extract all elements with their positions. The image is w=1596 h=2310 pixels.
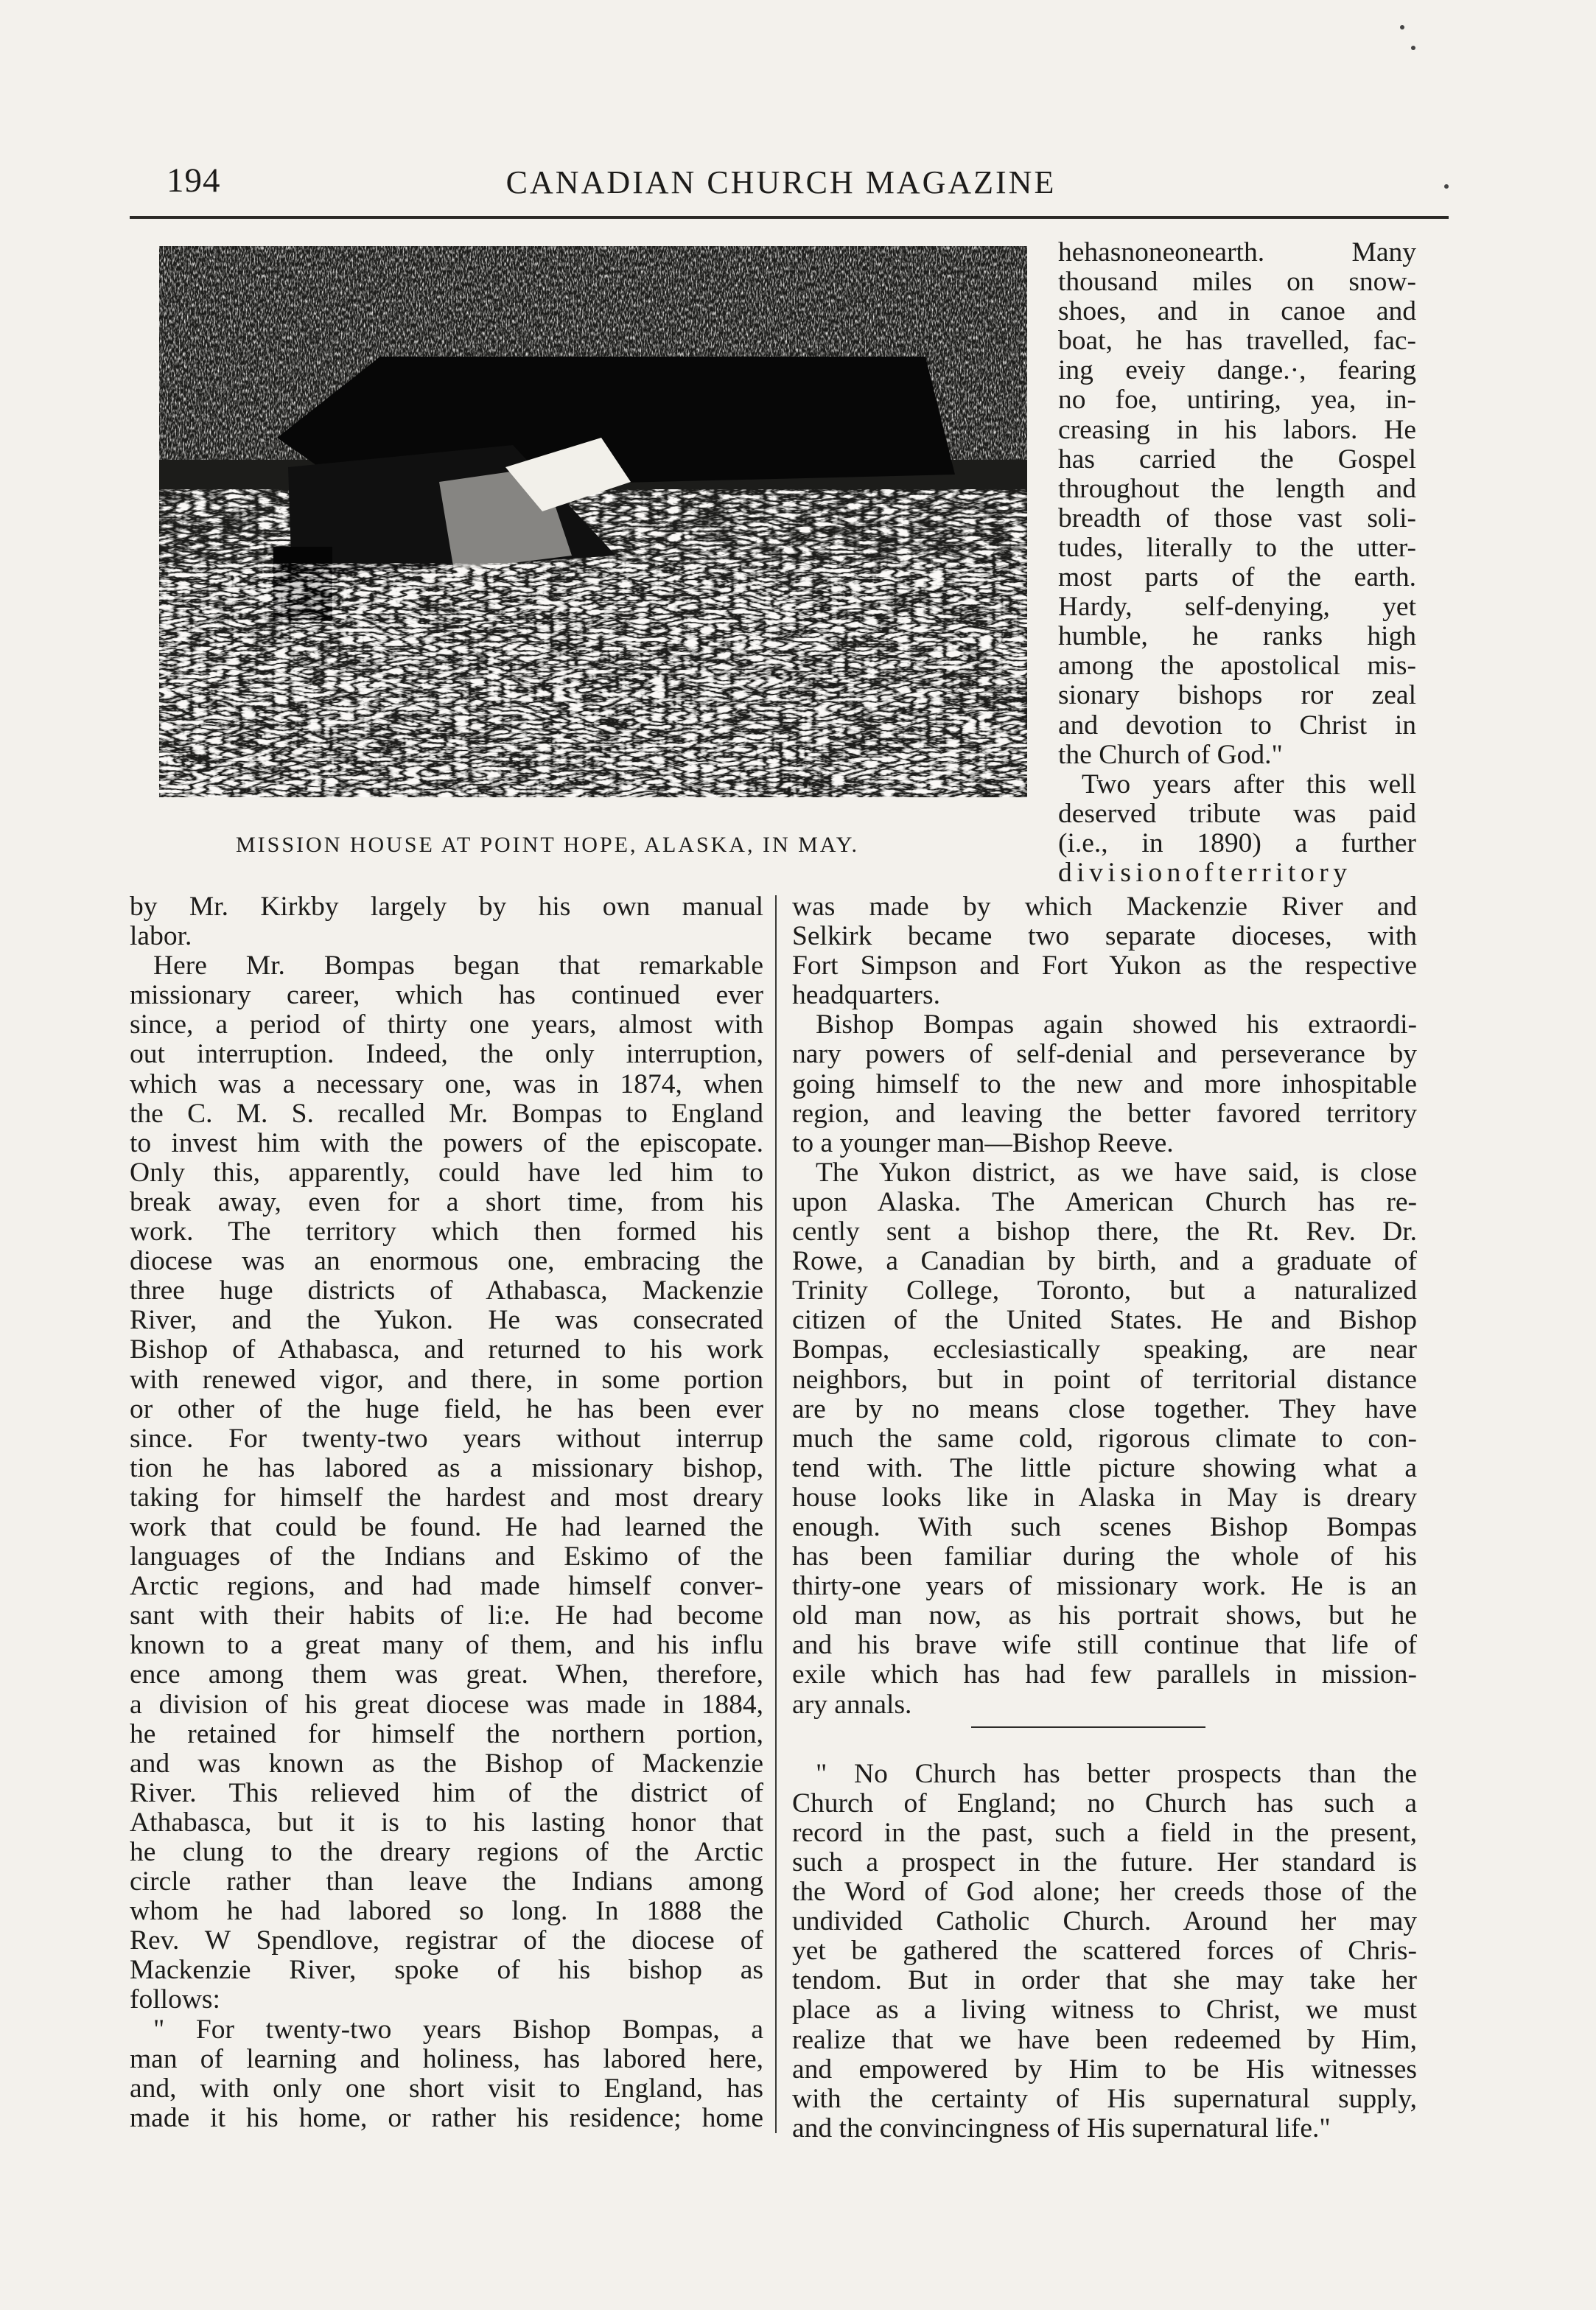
text-line: a division of his great diocese was made in 1884,	[130, 1689, 763, 1720]
text-line: made it his home, or rather his residence; home	[130, 2102, 763, 2133]
text-line: the C. M. S. recalled Mr. Bompas to England	[130, 1098, 763, 1129]
text-line	[792, 1720, 1417, 1749]
text-line: to a younger man—Bishop Reeve.	[792, 1127, 1174, 1158]
text-line: throughout the length and	[1058, 473, 1416, 504]
text-line: old man now, as his portrait shows, but he	[792, 1600, 1417, 1631]
text-line: Bishop Bompas again showed his extraordi-	[816, 1009, 1417, 1040]
text-line: with the certainty of His supernatural supply,	[792, 2083, 1417, 2114]
text-line: the Word of God alone; her creeds those of the	[792, 1877, 1417, 1908]
text-line: exile which has had few parallels in mission-	[792, 1659, 1417, 1690]
text-line: tion he has labored as a missionary bishop,	[130, 1452, 763, 1483]
text-line: enough. With such scenes Bishop Bompas	[792, 1511, 1417, 1542]
text-line: man of learning and holiness, has labored here,	[130, 2043, 763, 2074]
text-line: neighbors, but in point of territorial distance	[792, 1364, 1417, 1395]
text-line: going himself to the new and more inhospitable	[792, 1068, 1417, 1099]
text-line: Athabasca, but it is to his lasting honor that	[130, 1807, 763, 1838]
article-column-right	[792, 892, 1417, 2143]
text-line: Fort Simpson and Fort Yukon as the respective	[792, 951, 1417, 981]
text-line: or other of the huge field, he has been ever	[130, 1393, 763, 1424]
text-line: The Yukon district, as we have said, is close	[816, 1157, 1417, 1188]
text-line: with renewed vigor, and there, in some portion	[130, 1364, 763, 1395]
column-divider	[775, 895, 777, 2133]
text-line: such a prospect in the future. Her standard is	[792, 1847, 1417, 1877]
text-line: much the same cold, rigorous climate to con-	[792, 1423, 1417, 1454]
text-line: since, a period of thirty one years, almost with	[130, 1009, 763, 1040]
print-speck	[1400, 25, 1404, 29]
text-line: follows:	[130, 1984, 220, 2015]
text-line: yet be gathered the scattered forces of Chris-	[792, 1936, 1417, 1967]
text-line: boat, he has travelled, fac-	[1058, 326, 1416, 357]
text-line: humble, he ranks high	[1058, 621, 1416, 652]
text-line: was made by which Mackenzie River and	[792, 892, 1417, 922]
text-line: breadth of those vast soli-	[1058, 503, 1416, 533]
text-line: Here Mr. Bompas began that remarkable	[153, 951, 763, 981]
text-line: tudes, literally to the utter-	[1058, 532, 1416, 563]
print-speck	[1444, 184, 1449, 189]
text-line: out interruption. Indeed, the only interruption,	[130, 1039, 763, 1070]
running-title: CANADIAN CHURCH MAGAZINE	[505, 164, 1057, 200]
text-line: languages of the Indians and Eskimo of the	[130, 1541, 763, 1572]
text-line: upon Alaska. The American Church has re-	[792, 1186, 1417, 1217]
text-line: to invest him with the powers of the episcopate.	[130, 1127, 763, 1158]
text-line: tend with. The little picture showing what a	[792, 1452, 1417, 1483]
text-line: taking for himself the hardest and most dreary	[130, 1482, 763, 1513]
header-rule	[130, 216, 1449, 219]
text-line: Rowe, a Canadian by birth, and a graduate of	[792, 1246, 1417, 1277]
text-line: Mackenzie River, spoke of his bishop as	[130, 1955, 763, 1986]
text-line: ary annals.	[792, 1689, 912, 1720]
text-line: realize that we have been redeemed by Him,	[792, 2024, 1417, 2055]
text-line: Selkirk became two separate dioceses, with	[792, 921, 1417, 952]
text-line: sant with their habits of li:e. He had become	[130, 1600, 763, 1631]
text-line: creasing in his labors. He	[1058, 414, 1416, 445]
text-line: he clung to the dreary regions of the Arctic	[130, 1837, 763, 1867]
text-line: and, with only one short visit to England, has	[130, 2073, 763, 2104]
text-line: Two years after this well	[1082, 769, 1416, 799]
text-line: since. For twenty-two years without interrup	[130, 1423, 763, 1454]
text-line: diocese was an enormous one, embracing the	[130, 1246, 763, 1277]
text-line: River, and the Yukon. He was consecrated	[130, 1305, 763, 1336]
text-line: Arctic regions, and had made himself conver-	[130, 1571, 763, 1602]
text-line: no foe, untiring, yea, in-	[1058, 385, 1416, 416]
text-line: among the apostolical mis-	[1058, 651, 1416, 682]
text-line: three huge districts of Athabasca, Mackenzie	[130, 1275, 763, 1306]
text-line: are by no means close together. They have	[792, 1393, 1417, 1424]
article-column-left	[130, 892, 763, 2133]
text-line: has been familiar during the whole of his	[792, 1541, 1417, 1572]
page-number: 194	[167, 161, 221, 200]
text-line: divisionofterritory	[1058, 857, 1352, 888]
text-line: sionary bishops ror zeal	[1058, 680, 1416, 711]
text-line: ing eveiy dange.·, fearing	[1058, 355, 1416, 386]
text-line: place as a living witness to Christ, we must	[792, 1995, 1417, 2026]
text-line: nary powers of self-denial and perseverance by	[792, 1039, 1417, 1070]
text-line: citizen of the United States. He and Bishop	[792, 1305, 1417, 1336]
text-line: whom he had labored so long. In 1888 the	[130, 1896, 763, 1927]
text-line: thirty-one years of missionary work. He is an	[792, 1571, 1417, 1602]
text-line: he retained for himself the northern portion,	[130, 1718, 763, 1749]
mission-house-engraving	[159, 246, 1027, 797]
text-line: Only this, apparently, could have led him to	[130, 1157, 763, 1188]
text-line: labor.	[130, 921, 192, 952]
text-line: which was a necessary one, was in 1874, when	[130, 1068, 763, 1099]
text-line: Trinity College, Toronto, but a naturalized	[792, 1275, 1417, 1306]
text-line: known to a great many of them, and his influ	[130, 1630, 763, 1661]
text-line: work that could be found. He had learned the	[130, 1511, 763, 1542]
text-line: Bompas, ecclesiastically speaking, are near	[792, 1334, 1417, 1365]
text-line: ence among them was great. When, therefore,	[130, 1659, 763, 1690]
mission-house-photo	[159, 246, 1027, 797]
text-line: region, and leaving the better favored territory	[792, 1098, 1417, 1129]
text-line: break away, even for a short time, from his	[130, 1186, 763, 1217]
text-line: Rev. W Spendlove, registrar of the diocese of	[130, 1925, 763, 1956]
text-line: and the convincingness of His supernatural life."	[792, 2113, 1331, 2143]
text-line: and was known as the Bishop of Mackenzie	[130, 1748, 763, 1779]
text-line: " For twenty-two years Bishop Bompas, a	[153, 2014, 763, 2045]
text-line: cently sent a bishop there, the Rt. Rev. Dr.	[792, 1217, 1417, 1247]
text-line: Church of England; no Church has such a	[792, 1788, 1417, 1819]
text-line: the Church of God."	[1058, 739, 1283, 770]
text-line: by Mr. Kirkby largely by his own manual	[130, 892, 763, 922]
foreground-snow	[159, 563, 1027, 797]
text-line: most parts of the earth.	[1058, 562, 1416, 593]
article-column-top	[1058, 238, 1416, 888]
text-line: Hardy, self-denying, yet	[1058, 592, 1416, 623]
text-line: and devotion to Christ in	[1058, 710, 1416, 741]
text-line: shoes, and in canoe and	[1058, 296, 1416, 327]
text-line: has carried the Gospel	[1058, 444, 1416, 475]
text-line: " No Church has better prospects than the	[816, 1758, 1417, 1789]
text-line: thousand miles on snow-	[1058, 267, 1416, 298]
print-speck	[1411, 46, 1415, 50]
text-line: River. This relieved him of the district of	[130, 1777, 763, 1808]
text-line: missionary career, which has continued ever	[130, 980, 763, 1011]
text-line: undivided Catholic Church. Around her may	[792, 1906, 1417, 1937]
text-line: work. The territory which then formed his	[130, 1217, 763, 1247]
text-line: Bishop of Athabasca, and returned to his work	[130, 1334, 763, 1365]
section-rule	[971, 1726, 1205, 1728]
figure-caption: MISSION HOUSE AT POINT HOPE, ALASKA, IN MAY.	[236, 833, 860, 857]
text-line: circle rather than leave the Indians among	[130, 1866, 763, 1897]
text-line: (i.e., in 1890) a further	[1058, 827, 1416, 858]
text-line: headquarters.	[792, 980, 940, 1011]
text-line: record in the past, such a field in the present,	[792, 1817, 1417, 1848]
text-line: and his brave wife still continue that life of	[792, 1630, 1417, 1661]
text-line: house looks like in Alaska in May is dreary	[792, 1482, 1417, 1513]
text-line: hehasnoneonearth. Many	[1058, 237, 1416, 267]
text-line: and empowered by Him to be His witnesses	[792, 2054, 1417, 2085]
text-line: deserved tribute was paid	[1058, 798, 1416, 829]
text-line: tendom. But in order that she may take her	[792, 1965, 1417, 1996]
